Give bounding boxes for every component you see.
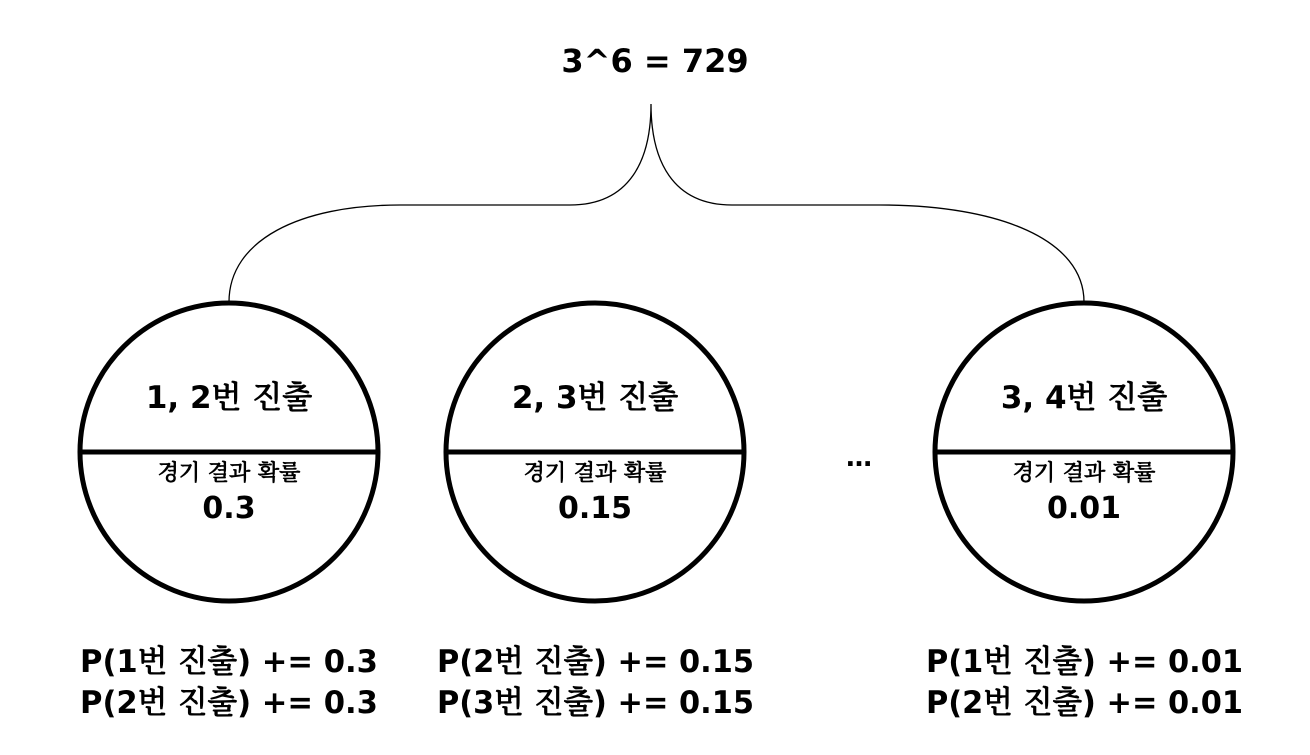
outcome-node-1	[80, 303, 378, 601]
probability-update: P(1번 진출) += 0.01	[926, 644, 1243, 680]
probability-update: P(2번 진출) += 0.3	[80, 685, 378, 721]
node-probability: 0.01	[1046, 491, 1122, 526]
probability-update: P(2번 진출) += 0.01	[926, 685, 1243, 721]
outcome-node-3	[935, 303, 1233, 601]
node-subtitle: 경기 결과 확률	[1012, 461, 1156, 486]
node-probability: 0.15	[557, 491, 633, 526]
node-title: 1, 2번 진출	[145, 380, 313, 416]
node-title: 3, 4번 진출	[1000, 380, 1168, 416]
node-probability: 0.3	[202, 491, 256, 526]
brace-connector	[229, 104, 1084, 302]
outcome-node-2	[446, 303, 744, 601]
node-title: 2, 3번 진출	[511, 380, 679, 416]
total-outcomes-label: 3^6 = 729	[561, 42, 749, 80]
node-subtitle: 경기 결과 확률	[523, 461, 667, 486]
probability-update: P(2번 진출) += 0.15	[437, 644, 754, 680]
ellipsis: …	[846, 443, 872, 473]
probability-update: P(1번 진출) += 0.3	[80, 644, 378, 680]
node-subtitle: 경기 결과 확률	[157, 461, 301, 486]
probability-update: P(3번 진출) += 0.15	[437, 685, 754, 721]
